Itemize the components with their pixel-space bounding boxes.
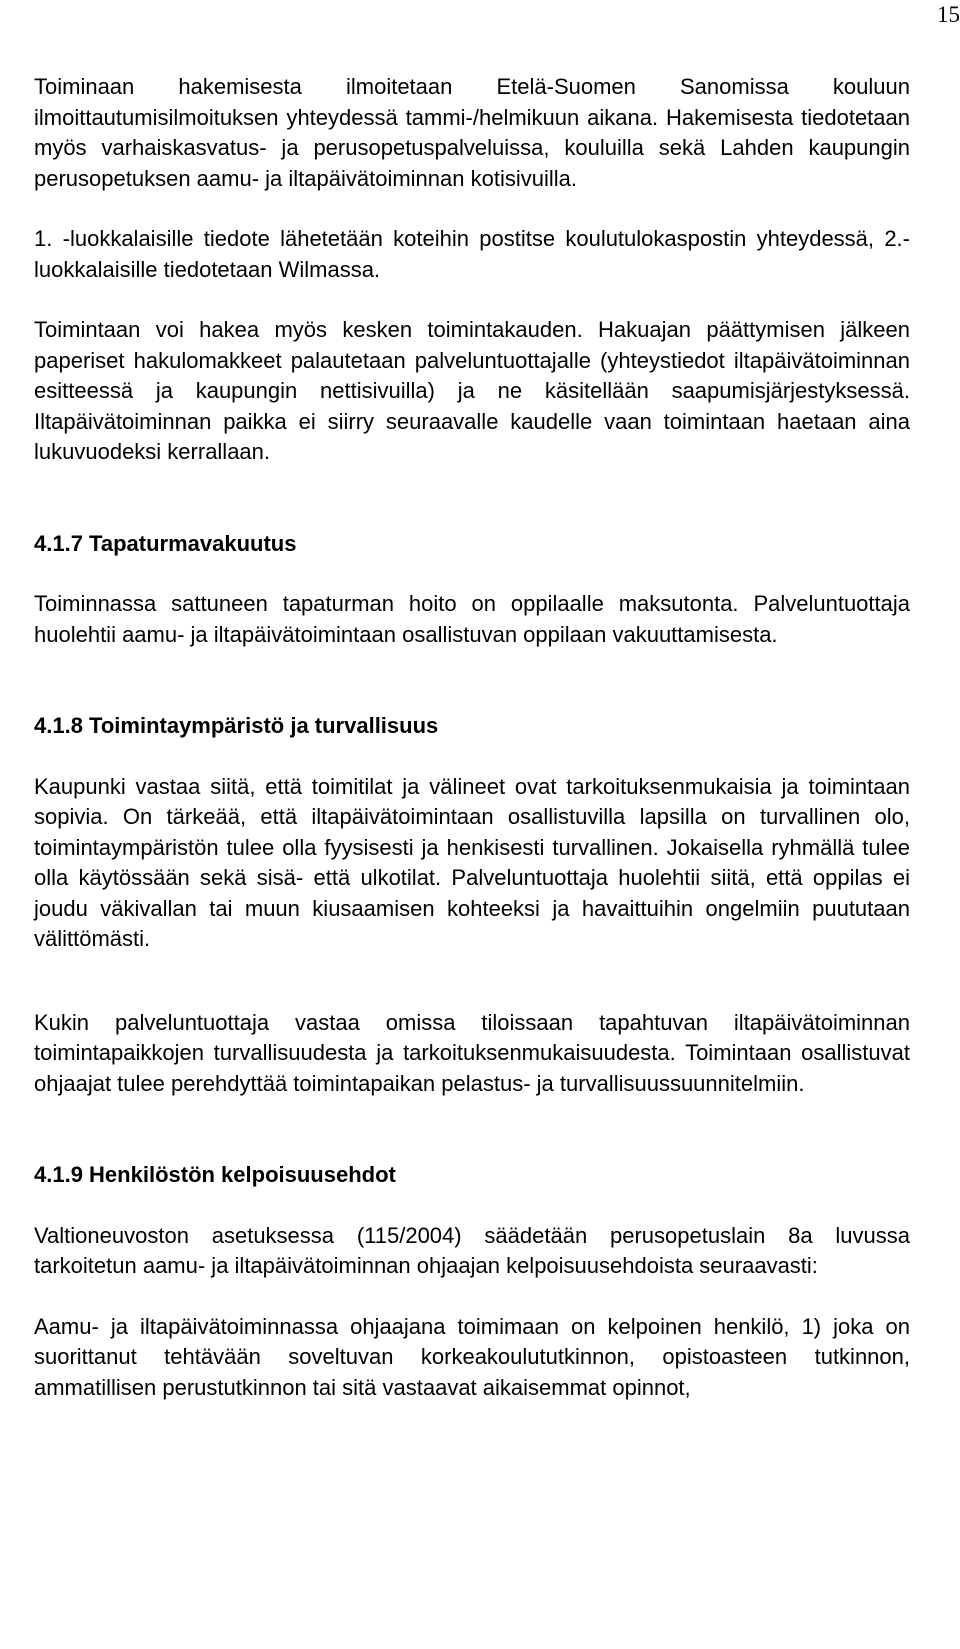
page-number: 15 <box>937 2 960 27</box>
paragraph-provider-responsibility: Kukin palveluntuottaja vastaa omissa tiloissaan tapahtuvan iltapäivätoiminnan toimintapaikkojen turvallisuudesta ja tarkoituksenmukaisuudesta. Toimintaan osallistuvat ohjaajat tulee perehdyttää toimintapaikan pelastus- ja turvallisuussuunnitelmiin. <box>34 1009 910 1096</box>
paragraph-qualification-criteria: Aamu- ja iltapäivätoiminnassa ohjaajana toimimaan on kelpoinen henkilö, 1) joka on suorittanut tehtävään soveltuvan korkeakoulututkinnon, opistoasteen tutkinnon, ammatillisen perustutkinnon tai sitä vastaavat aikaisemmat opinnot, <box>34 1313 910 1400</box>
paragraph-accident-insurance: Toiminnassa sattuneen tapaturman hoito on oppilaalle maksutonta. Palveluntuottaja huolehtii aamu- ja iltapäivätoimintaan osallistuvan oppilaan vakuuttamisesta. <box>34 591 910 647</box>
paragraph-environment-safety: Kaupunki vastaa siitä, että toimitilat ja välineet ovat tarkoituksenmukaisia ja toimintaan sopivia. On tärkeää, että iltapäivätoimintaan osallistuvilla lapsilla on turvallinen olo, toimintaympäristön tulee olla fyysisesti ja henkisesti turvallinen. Jokaisella ryhmällä tulee olla käytössään sekä sisä- että ulkotilat. Palveluntuottaja huolehtii siitä, että oppilas ei joudu väkivallan tai muun kiusaamisen kohteeksi ja havaittuihin ongelmiin puututaan välittömästi. <box>34 773 910 951</box>
paragraph-application-period: Toimintaan voi hakea myös kesken toimintakauden. Hakuajan päättymisen jälkeen paperiset hakulomakkeet palautetaan palveluntuottajalle (yhteystiedot iltapäivätoiminnan esitteessä ja kaupungin nettisivuilla) ja ne käsitellään saapumisjärjestyksessä. Iltapäivätoiminnan paikka ei siirry seuraavalle kaudelle vaan toimintaan haetaan aina lukuvuodeksi kerrallaan. <box>34 317 910 464</box>
section-heading-environment-safety: 4.1.8 Toimintaympäristö ja turvallisuus <box>34 713 439 738</box>
section-heading-accident-insurance: 4.1.7 Tapaturmavakuutus <box>34 530 297 556</box>
paragraph-grade-notice: 1. -luokkalaisille tiedote lähetetään koteihin postitse koulutulokaspostin yhteydessä, 2.-luokkalaisille tiedotetaan Wilmassa. <box>34 226 910 282</box>
document-body <box>34 72 910 1403</box>
paragraph-qualification-decree: Valtioneuvoston asetuksessa (115/2004) säädetään perusopetuslain 8a luvussa tarkoitetun aamu- ja iltapäivätoiminnan ohjaajan kelpoisuusehdoista seuraavasti: <box>34 1222 910 1278</box>
paragraph-application-notice: Toiminaan hakemisesta ilmoitetaan Etelä-Suomen Sanomissa kouluun ilmoittautumisilmoituksen yhteydessä tammi-/helmikuun aikana. Hakemisesta tiedotetaan myös varhaiskasvatus- ja perusopetuspalveluissa, kouluilla sekä Lahden kaupungin perusopetuksen aamu- ja iltapäivätoiminnan kotisivuilla. <box>34 74 910 191</box>
section-heading-staff-qualifications: 4.1.9 Henkilöstön kelpoisuusehdot <box>34 1162 396 1187</box>
